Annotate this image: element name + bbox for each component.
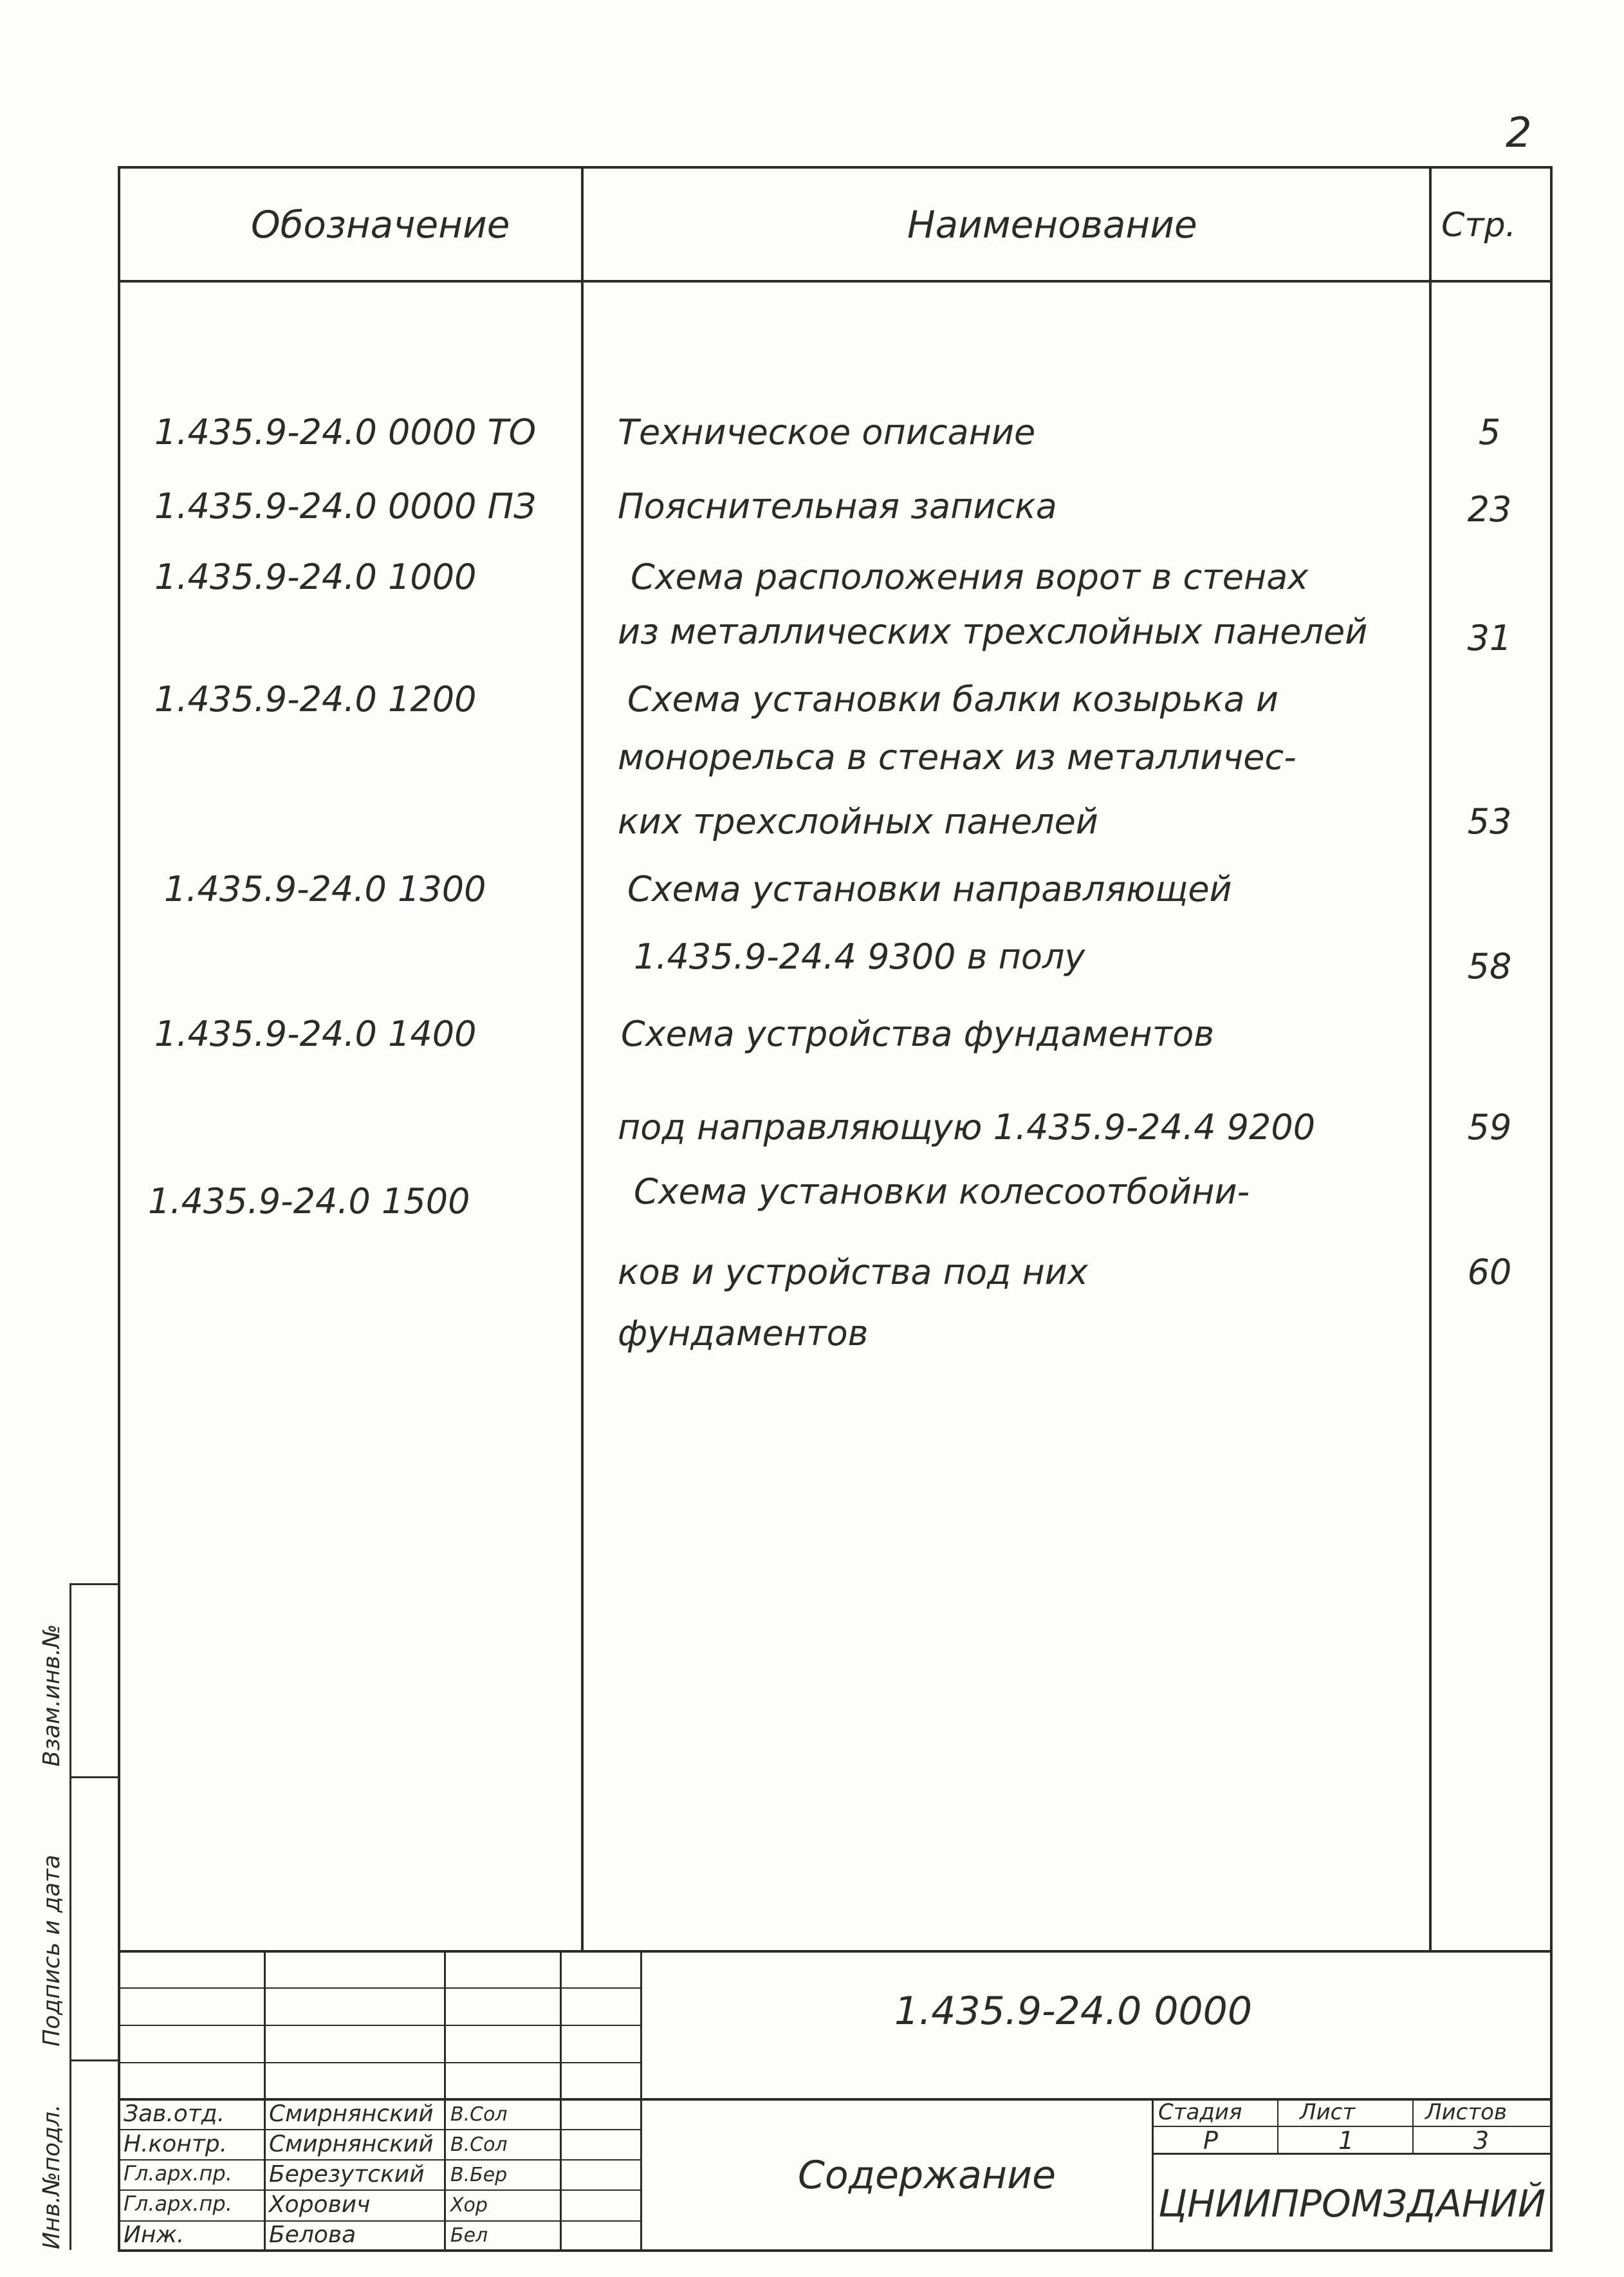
signatory-role: Инж.: [124, 2222, 185, 2248]
row-page: 58: [1467, 946, 1512, 987]
signatory-signature: В.Сол: [450, 2103, 508, 2126]
stage-label: Стадия: [1158, 2099, 1242, 2125]
signatory-name: Смирнянский: [269, 2131, 434, 2157]
row-name: под направляющую 1.435.9-24.4 9200: [618, 1107, 1316, 1148]
row-page: 31: [1467, 618, 1512, 658]
signatory-signature: В.Бер: [450, 2164, 508, 2186]
side-stamp-inventory: Инв.№подл.: [39, 2104, 65, 2249]
row-page: 60: [1467, 1252, 1512, 1292]
row-name: 1.435.9-24.4 9300 в полу: [634, 936, 1085, 977]
row-code: 1.435.9-24.0 1500: [148, 1181, 470, 1222]
signatory-name: Белова: [269, 2222, 356, 2248]
row-name: Схема установки колесоотбойни-: [634, 1171, 1250, 1212]
row-name: Схема установки направляющей: [627, 869, 1232, 909]
row-name: монорельса в стенах из металличес-: [618, 737, 1296, 777]
row-name: Схема установки балки козырька и: [627, 679, 1278, 720]
row-page: 59: [1467, 1107, 1512, 1148]
header-designation: Обозначение: [251, 203, 510, 246]
row-name: ких трехслойных панелей: [618, 801, 1098, 842]
signatory-signature: Хор: [450, 2194, 488, 2217]
signatory-role: Гл.арх.пр.: [124, 2191, 232, 2216]
sheet-value: 1: [1338, 2126, 1354, 2155]
row-code: 1.435.9-24.0 0000 ПЗ: [154, 486, 536, 526]
row-name: ков и устройства под них: [618, 1252, 1088, 1292]
header-page: Стр.: [1441, 206, 1517, 245]
side-stamp-signature-date: Подпись и дата: [39, 1854, 65, 2047]
signatory-role: Гл.арх.пр.: [124, 2161, 232, 2186]
sheets-label: Листов: [1425, 2099, 1508, 2125]
side-stamp-replaced-inventory: Взам.инв.№: [39, 1624, 65, 1767]
row-page: 5: [1478, 412, 1501, 452]
signatory-name: Хорович: [269, 2191, 371, 2218]
row-code: 1.435.9-24.0 1400: [154, 1014, 477, 1054]
signatory-role: Н.контр.: [124, 2131, 228, 2157]
row-name: из металлических трехслойных панелей: [618, 611, 1368, 652]
signatory-role: Зав.отд.: [124, 2101, 225, 2127]
row-code: 1.435.9-24.0 0000 ТО: [154, 412, 537, 452]
signatory-signature: Бел: [450, 2224, 488, 2247]
organization: ЦНИИПРОМЗДАНИЙ: [1158, 2182, 1546, 2226]
row-code: 1.435.9-24.0 1200: [154, 679, 477, 720]
header-name: Наименование: [907, 203, 1197, 246]
row-page: 53: [1467, 801, 1512, 842]
sheets-value: 3: [1473, 2126, 1490, 2155]
signatory-signature: В.Сол: [450, 2133, 508, 2156]
sheet-label: Лист: [1300, 2099, 1356, 2125]
signatory-name: Смирнянский: [269, 2101, 434, 2127]
row-name: фундаментов: [618, 1313, 869, 1353]
row-page: 23: [1467, 489, 1512, 530]
row-name: Техническое описание: [618, 412, 1036, 452]
page-number: 2: [1506, 109, 1532, 157]
document-code: 1.435.9-24.0 0000: [894, 1989, 1253, 2034]
row-code: 1.435.9-24.0 1000: [154, 557, 477, 597]
document-title: Содержание: [798, 2153, 1057, 2198]
stage-value: Р: [1203, 2126, 1218, 2155]
row-name: Схема устройства фундаментов: [621, 1014, 1215, 1054]
row-name: Пояснительная записка: [618, 486, 1057, 526]
row-name: Схема расположения ворот в стенах: [631, 557, 1309, 597]
row-code: 1.435.9-24.0 1300: [164, 869, 486, 909]
signatory-name: Березутский: [269, 2161, 425, 2188]
